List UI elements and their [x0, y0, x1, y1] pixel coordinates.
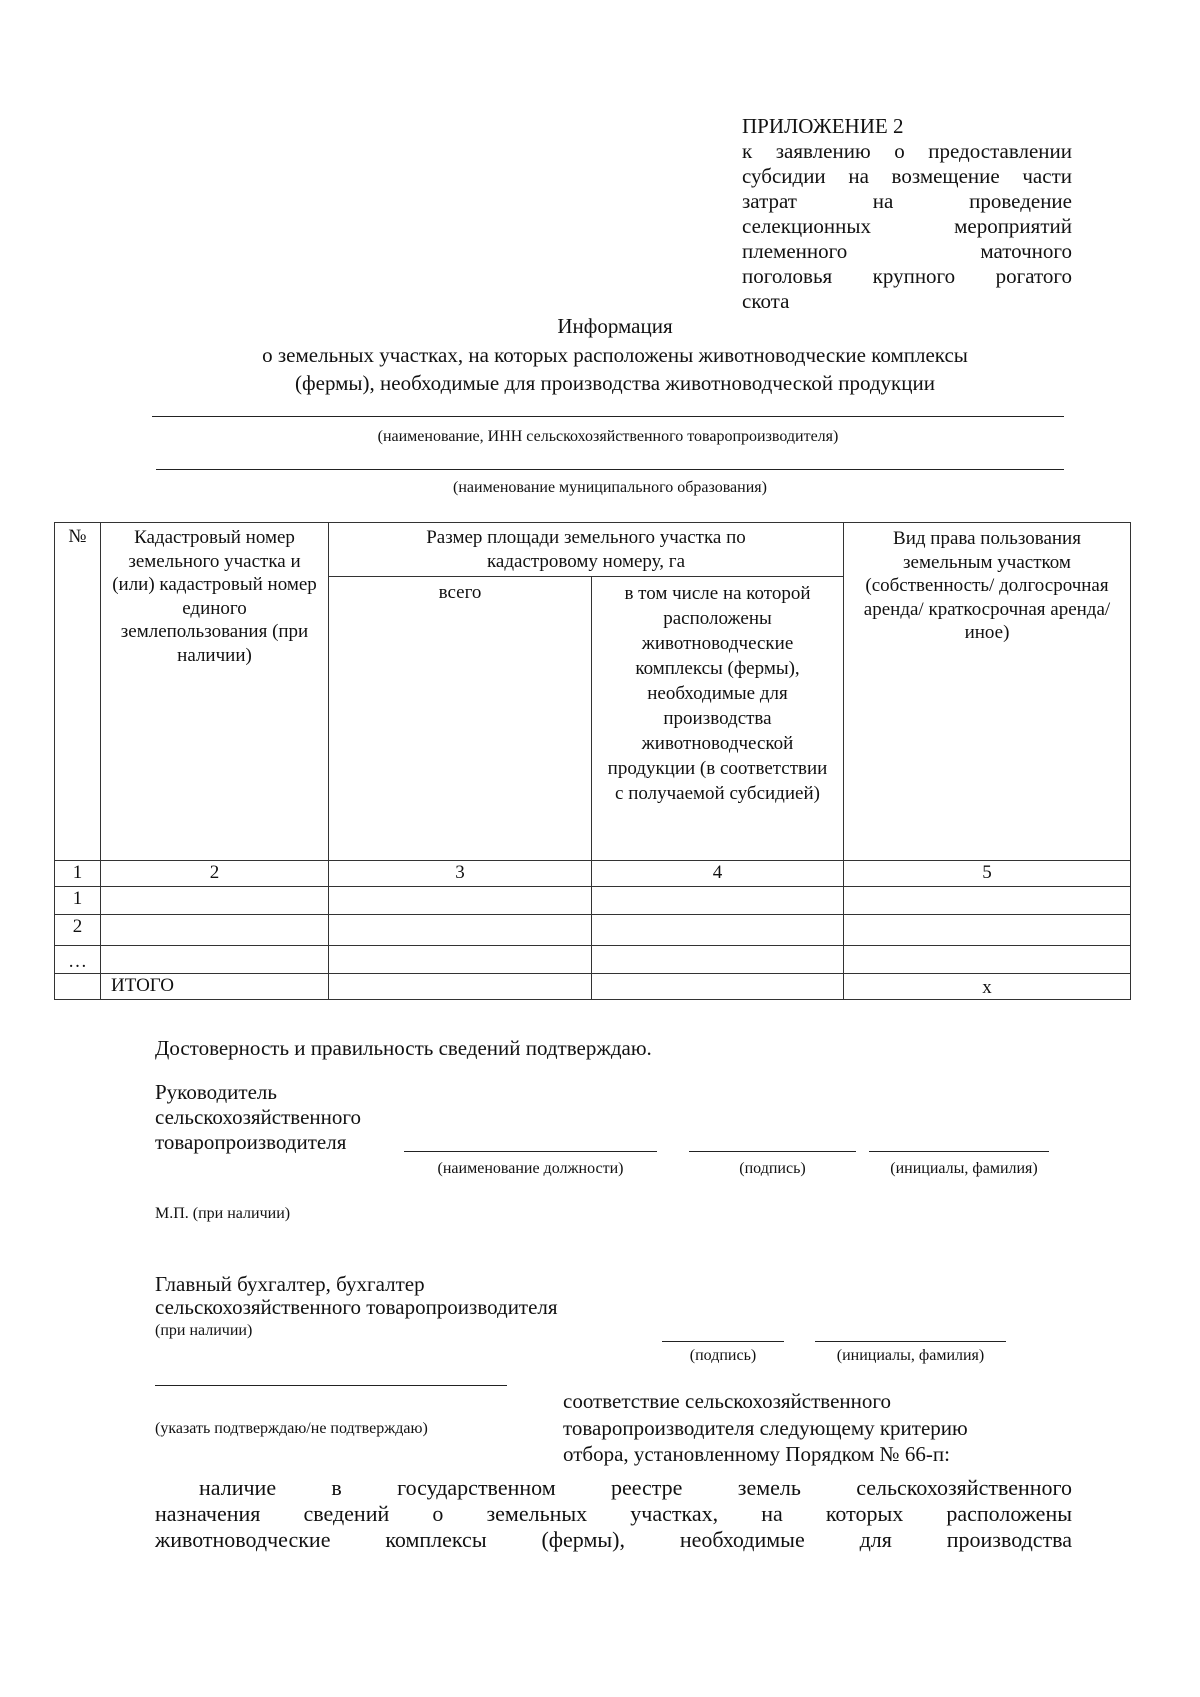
header-right-type: Вид права пользования земельным участком (собственность/ долгосрочная аренда/ краткосрочная аренда/ иное): [844, 523, 1131, 861]
row-num: 1: [55, 887, 101, 915]
accountant-label: Главный бухгалтер, бухгалтер: [155, 1272, 425, 1296]
table-cell[interactable]: [329, 915, 592, 946]
municipality-fill-line[interactable]: [156, 469, 1064, 470]
acc-signature-caption: (подпись): [689, 1347, 757, 1364]
confirm-fill-line[interactable]: [155, 1385, 507, 1386]
header-cadastral: Кадастровый номер земельного участка и (или) кадастровый номер единого землепользования (при наличии): [101, 523, 329, 861]
header-area-farms: в том числе на которой расположены животноводческие комплексы (фермы), необходимые для производства животноводческой продукции (в соответствии с получаемой субсидией): [592, 577, 844, 861]
document-subtitle: (фермы), необходимые для производства животноводческой продукции: [295, 371, 935, 395]
head-label: сельскохозяйственного: [155, 1105, 361, 1129]
table-cell[interactable]: [101, 915, 329, 946]
signature-caption: (подпись): [739, 1160, 806, 1177]
table-cell[interactable]: [592, 915, 844, 946]
column-numbers-row: [55, 861, 1131, 887]
acc-name-caption: (инициалы, фамилия): [836, 1347, 985, 1364]
head-label: Руководитель: [155, 1080, 277, 1104]
table-cell: [55, 974, 101, 1000]
table-row: [55, 887, 1131, 915]
producer-caption: (наименование, ИНН сельскохозяйственного товаропроизводителя): [377, 428, 839, 445]
criterion-line: соответствие сельскохозяйственного: [563, 1389, 891, 1413]
municipality-caption: (наименование муниципального образования): [453, 479, 767, 496]
table-cell[interactable]: [844, 946, 1131, 974]
criterion-paragraph-line: наличие в государственном реестре земель сельскохозяйственного: [199, 1475, 1072, 1500]
table-row: [55, 946, 1131, 974]
table-cell[interactable]: [101, 887, 329, 915]
appendix-title: ПРИЛОЖЕНИЕ 2: [742, 114, 904, 138]
table-cell[interactable]: [101, 946, 329, 974]
acc-signature-fill-line[interactable]: [662, 1341, 784, 1342]
confirm-caption: (указать подтверждаю/не подтверждаю): [155, 1420, 428, 1437]
document-title: Информация: [557, 314, 673, 338]
total-label: ИТОГО: [101, 974, 329, 1000]
accountant-note: (при наличии): [155, 1322, 253, 1339]
table-cell[interactable]: [844, 915, 1131, 946]
position-fill-line[interactable]: [404, 1151, 657, 1152]
column-number: 5: [844, 861, 1131, 887]
column-number: 2: [101, 861, 329, 887]
appendix-line: к заявлению о предоставлении: [742, 139, 1072, 163]
signature-fill-line[interactable]: [689, 1151, 856, 1152]
table-cell[interactable]: [844, 887, 1131, 915]
column-number: 4: [592, 861, 844, 887]
criterion-line: товаропроизводителя следующему критерию: [563, 1416, 968, 1440]
producer-fill-line[interactable]: [152, 416, 1064, 417]
appendix-line: субсидии на возмещение части: [742, 164, 1072, 188]
table-cell[interactable]: [592, 946, 844, 974]
row-num: 2: [55, 915, 101, 946]
criterion-paragraph-line: животноводческие комплексы (фермы), необходимые для производства: [155, 1527, 1072, 1552]
column-number: 3: [329, 861, 592, 887]
table-cell[interactable]: [592, 887, 844, 915]
document-subtitle: о земельных участках, на которых расположены животноводческие комплексы: [262, 343, 968, 367]
position-caption: (наименование должности): [437, 1160, 624, 1177]
name-fill-line[interactable]: [869, 1151, 1049, 1152]
table-cell[interactable]: [329, 887, 592, 915]
confirmation-statement: Достоверность и правильность сведений подтверждаю.: [155, 1036, 652, 1060]
appendix-line: затрат на проведение: [742, 189, 1072, 213]
table-cell[interactable]: [329, 946, 592, 974]
header-area-total: всего: [329, 577, 592, 861]
table-row: [55, 915, 1131, 946]
accountant-label: сельскохозяйственного товаропроизводителя: [155, 1295, 558, 1319]
appendix-line: поголовья крупного рогатого: [742, 264, 1072, 288]
total-row: [55, 974, 1131, 1000]
total-x: x: [844, 974, 1131, 1000]
header-area-group: Размер площади земельного участка по кадастровому номеру, га: [329, 523, 844, 577]
column-number: 1: [55, 861, 101, 887]
stamp-label: М.П. (при наличии): [155, 1205, 291, 1222]
head-label: товаропроизводителя: [155, 1130, 347, 1154]
acc-name-fill-line[interactable]: [815, 1341, 1006, 1342]
land-plots-table: [54, 522, 1131, 1000]
criterion-paragraph-line: назначения сведений о земельных участках, на которых расположены: [155, 1501, 1072, 1526]
name-caption: (инициалы, фамилия): [890, 1160, 1038, 1177]
row-num: …: [55, 946, 101, 974]
header-num: №: [55, 523, 101, 861]
appendix-line: селекционных мероприятий: [742, 214, 1072, 238]
criterion-line: отбора, установленному Порядком № 66-п:: [563, 1442, 950, 1466]
appendix-line: племенного маточного: [742, 239, 1072, 263]
total-area[interactable]: [329, 974, 592, 1000]
total-area-farms[interactable]: [592, 974, 844, 1000]
appendix-line: скота: [742, 289, 790, 313]
